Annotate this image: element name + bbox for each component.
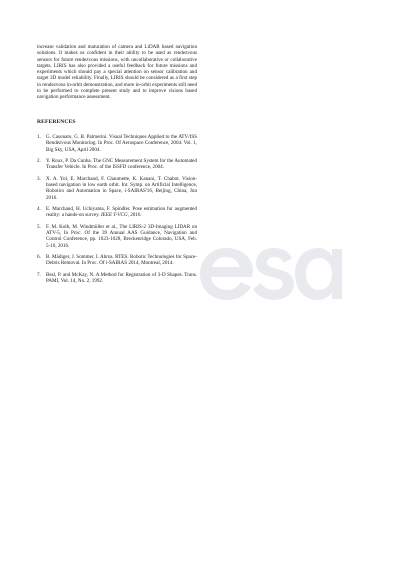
reference-item	[37, 254, 197, 266]
journal-name: IEEE T-VCG	[100, 212, 128, 219]
text-column	[37, 44, 197, 290]
esa-logo-watermark	[196, 238, 346, 308]
reference-item	[37, 272, 197, 284]
reference-number: 2.	[37, 158, 41, 165]
reference-number: 7.	[37, 272, 41, 279]
reference-number: 3.	[37, 176, 41, 183]
reference-text: B. Mädiger, J. Sommer, I. Ahrns. RTES: Robotic Technologies for Space-Debris Removal. In Proc. Of i-SAIRAS 2014, Montreal, 2014.	[46, 254, 197, 267]
reference-item	[37, 224, 197, 249]
reference-number: 4.	[37, 206, 41, 213]
reference-item	[37, 176, 197, 201]
reference-number: 1.	[37, 134, 41, 141]
reference-text: Y. Roux, P. Da Cunha. The GNC Measurement System for the Automated Transfer Vehicle. In Proc. of the ISSFD conference, 2004.	[46, 158, 197, 171]
reference-text: G. Casonato, G. B. Palmerini. Visual Techniques Applied to the ATV/ISS Rendezvous Monitoring. In Proc. Of Aerospace Conference, 2004. Vol. 1, Big Sky, USA, April 2004.	[46, 134, 197, 153]
reference-number: 5.	[37, 224, 41, 231]
reference-text: X. A. Yol, E. Marchand, F. Chaumette, K. Kanani, T. Chabot. Vision-based navigation in low earth orbit. Int. Symp. on Artificial Intelligence, Robotics and Automation in Space, i-SAIRAS'16, Beijing, China, Jun 2016.	[46, 176, 197, 201]
references-heading: REFERENCES	[37, 119, 76, 126]
reference-item	[37, 206, 197, 218]
reference-number: 6.	[37, 254, 41, 261]
reference-text	[46, 206, 197, 218]
reference-item	[37, 134, 197, 153]
reference-list	[37, 134, 197, 284]
reference-text: Besl, P. and McKay, N. A Method for Registration of 3-D Shapes. Trans. PAMI, Vol. 14, No. 2, 1992.	[46, 272, 197, 285]
reference-text-before: E. Marchand, H. Uchiyama, F. Spindler. Pose estimation for augmented reality: a hands-on survey.	[46, 206, 197, 219]
reference-item	[37, 158, 197, 170]
reference-text: F. M. Kolb, M. Windmüller et al., The LIRIS-2 3D-Imaging LIDAR on ATV-5, In Proc. Of the 39 Annual AAS Guidance, Navigation and Control Conference, pp. 1023-1028, Breckenridge Colorado, USA, Feb. 5-10, 2016.	[46, 224, 197, 249]
reference-text-after: , 2016.	[127, 212, 142, 219]
body-paragraph: increase validation and maturation of camera and LiDAR based navigation solutions. It makes us confident in their ability to be used as rendezvous sensors for future rendezvous missions, with uncollaborative or collaborative targets. LIRIS has also provided a useful feedback for future missions and experiments which should pay a special attention on sensor calibration and target 3D model reliability. Finally, LIRIS should be considered as a first step in rendezvous in-orbit demonstration, and more in-orbit experiments still need to be performed to complete present study and to improve visions based navigation performance assessment.	[37, 44, 197, 100]
